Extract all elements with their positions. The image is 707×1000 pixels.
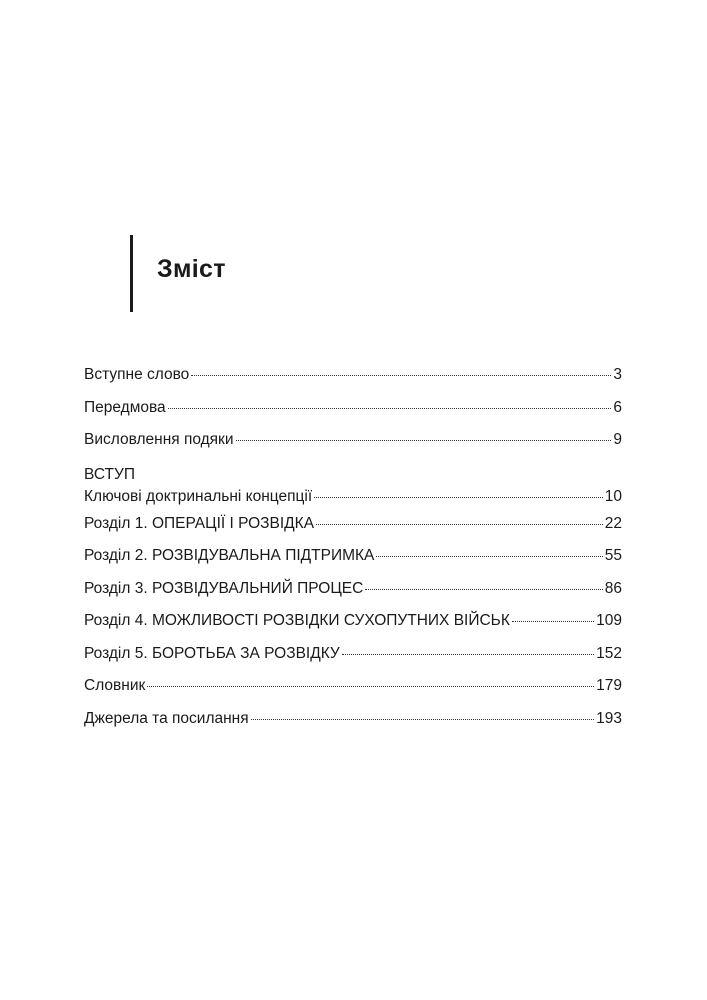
toc-page-number: 179 — [596, 677, 622, 694]
toc-page-number: 55 — [604, 547, 622, 564]
toc-entry[interactable] — [84, 580, 622, 613]
toc-entry[interactable] — [84, 677, 622, 710]
toc-entry-title: Розділ 5. БОРОТЬБА ЗА РОЗВІДКУ — [84, 644, 340, 662]
toc-entry-title: Джерела та посилання — [84, 709, 249, 727]
toc-dot-leader — [376, 556, 602, 557]
toc-entry[interactable] — [84, 645, 622, 678]
toc-entry[interactable] — [84, 710, 622, 743]
toc-dot-leader — [147, 686, 594, 687]
toc-dot-leader — [512, 621, 594, 622]
toc-dot-leader — [314, 497, 603, 498]
toc-entry[interactable] — [84, 399, 622, 432]
toc-page-number: 109 — [596, 612, 622, 629]
toc-page-number: 152 — [596, 644, 622, 662]
toc-dot-leader — [365, 589, 602, 590]
toc-entry-title: Розділ 2. РОЗВІДУВАЛЬНА ПІДТРИМКА — [84, 547, 375, 564]
toc-dot-leader — [342, 654, 594, 655]
toc-dot-leader — [251, 719, 594, 720]
toc-dot-leader — [236, 440, 612, 441]
toc-entry-title: Вступне слово — [84, 366, 190, 383]
toc-entry[interactable] — [84, 547, 622, 580]
toc-page-number: 22 — [604, 514, 622, 532]
toc-dot-leader — [316, 524, 603, 525]
toc-entry-title: Словник — [84, 677, 146, 694]
toc-entry-title: Розділ 1. ОПЕРАЦІЇ І РОЗВІДКА — [84, 514, 315, 532]
toc-entry-title: Розділ 3. РОЗВІДУВАЛЬНИЙ ПРОЦЕС — [84, 579, 364, 597]
toc-entry[interactable] — [84, 612, 622, 645]
toc-dot-leader — [168, 408, 612, 409]
toc-entry[interactable] — [84, 366, 622, 399]
toc-page-number: 193 — [596, 709, 622, 727]
toc-entry[interactable] — [84, 431, 622, 464]
page-title: Зміст — [157, 255, 226, 283]
toc-entry-title: Розділ 4. МОЖЛИВОСТІ РОЗВІДКИ СУХОПУТНИХ ВІЙСЬК — [84, 612, 510, 629]
table-of-contents — [84, 366, 622, 742]
toc-entry-title: Висловлення подяки — [84, 431, 234, 448]
toc-page-number: 3 — [613, 366, 622, 383]
toc-page-number: 10 — [604, 487, 622, 505]
toc-entry[interactable] — [84, 515, 622, 548]
toc-page-number: 9 — [613, 431, 622, 448]
toc-dot-leader — [191, 375, 611, 376]
toc-page-number: 6 — [613, 398, 622, 416]
toc-entry[interactable] — [84, 464, 622, 508]
toc-page-number: 86 — [604, 579, 622, 597]
heading-accent-bar — [130, 235, 133, 312]
toc-entry-title: Передмова — [84, 398, 166, 416]
toc-section-label: ВСТУП — [84, 465, 135, 483]
toc-entry-title: Ключові доктринальні концепції — [84, 487, 313, 505]
